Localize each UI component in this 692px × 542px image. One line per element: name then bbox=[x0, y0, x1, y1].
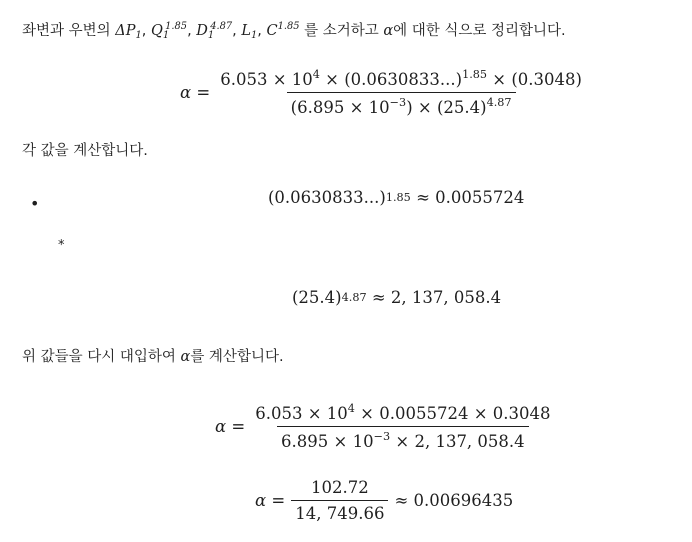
var-c-sup: 1.85 bbox=[277, 21, 300, 32]
eq2-den-a-sup: −3 bbox=[373, 429, 391, 443]
var-q1-sup: 1.85 bbox=[165, 21, 188, 32]
subst-alpha: α bbox=[180, 349, 191, 365]
equation-2 bbox=[215, 402, 561, 451]
calc2-rest: ≈ 2, 137, 058.4 bbox=[366, 288, 502, 307]
calc-heading: 각 값을 계산합니다. bbox=[22, 143, 148, 159]
var-l1-sub: 1 bbox=[250, 30, 258, 42]
eq1-fraction bbox=[216, 68, 586, 117]
eq3-denominator: 14, 749.66 bbox=[291, 500, 388, 523]
intro-prefix: 좌변과 우변의 bbox=[22, 23, 116, 40]
bullet-marker: • bbox=[30, 194, 40, 213]
intro-text: 좌변과 우변의 $\Delta P_1$, $Q_1^{1.85}$, $D_1^{4.87}$, $L_1$, $C^{1.85}$ 를 소거하고 α에 대한 식으로 정리합니다. bbox=[22, 21, 566, 42]
calc2-sup: 4.87 bbox=[341, 291, 367, 304]
var-dp1-base: ΔP bbox=[115, 23, 136, 40]
eq3-lhs: α = bbox=[255, 491, 286, 510]
calc-2 bbox=[292, 288, 501, 307]
eq1-den-a: (6.895 × 10 bbox=[290, 97, 390, 117]
eq3-result: ≈ 0.00696435 bbox=[394, 491, 514, 510]
intro-alpha: α bbox=[383, 23, 394, 40]
eq1-num-a-sup: 4 bbox=[312, 68, 320, 81]
var-c bbox=[266, 23, 299, 39]
equation-1 bbox=[180, 68, 592, 117]
eq2-denominator bbox=[277, 426, 529, 451]
var-c-base: C bbox=[266, 23, 278, 40]
calc1-sup: 1.85 bbox=[385, 191, 411, 204]
var-q1-base: Q bbox=[150, 23, 163, 40]
eq1-den-b-sup: 4.87 bbox=[486, 95, 512, 109]
eq1-lhs: α = bbox=[180, 82, 211, 102]
eq1-den-b: ) × (25.4) bbox=[406, 97, 487, 117]
eq2-numerator bbox=[251, 402, 554, 426]
calc1-rest: ≈ 0.0055724 bbox=[410, 188, 525, 207]
eq1-num-a: 6.053 × 10 bbox=[220, 69, 313, 89]
var-dp1-sub: 1 bbox=[135, 30, 142, 42]
var-d1-sup: 4.87 bbox=[210, 21, 233, 32]
star-marker: * bbox=[58, 238, 65, 253]
subst-prefix: 위 값들을 다시 대입하여 bbox=[22, 349, 181, 365]
eq2-den-b: × 2, 137, 058.4 bbox=[390, 431, 525, 451]
eq1-numerator bbox=[216, 68, 586, 92]
eq1-num-c: × (0.3048) bbox=[487, 69, 582, 89]
var-d1-sub: 1 bbox=[207, 30, 215, 42]
var-dp1 bbox=[115, 23, 142, 42]
intro-suffix-a: 를 소거하고 bbox=[299, 23, 384, 40]
intro-suffix-b: 에 대한 식으로 정리합니다. bbox=[393, 23, 566, 40]
eq1-den-a-sup: −3 bbox=[389, 95, 407, 109]
eq2-num-a-sup: 4 bbox=[347, 402, 355, 415]
var-l1-base: L bbox=[241, 23, 251, 40]
var-l1 bbox=[241, 23, 258, 42]
subst-text bbox=[22, 347, 284, 367]
subst-suffix: 를 계산합니다. bbox=[190, 349, 284, 365]
calc2-base: (25.4) bbox=[292, 288, 342, 307]
calc1-base: (0.0630833...) bbox=[268, 188, 386, 207]
var-q1 bbox=[150, 21, 188, 42]
eq3-numerator: 102.72 bbox=[310, 478, 369, 497]
eq3-fraction bbox=[291, 478, 388, 523]
var-q1-sub: 1 bbox=[162, 30, 170, 42]
var-d1 bbox=[196, 21, 233, 42]
eq2-num-a: 6.053 × 10 bbox=[255, 403, 348, 423]
equation-3 bbox=[255, 478, 513, 523]
eq1-num-b-sup: 1.85 bbox=[462, 68, 488, 81]
eq2-num-b: × 0.0055724 × 0.3048 bbox=[354, 403, 551, 423]
eq2-lhs: α = bbox=[215, 416, 246, 436]
eq2-den-a: 6.895 × 10 bbox=[281, 431, 374, 451]
eq2-fraction bbox=[251, 402, 554, 451]
calc-1 bbox=[268, 188, 524, 207]
var-d1-base: D bbox=[196, 23, 208, 40]
eq1-denominator bbox=[287, 92, 516, 117]
eq1-num-b: × (0.0630833...) bbox=[319, 69, 463, 89]
